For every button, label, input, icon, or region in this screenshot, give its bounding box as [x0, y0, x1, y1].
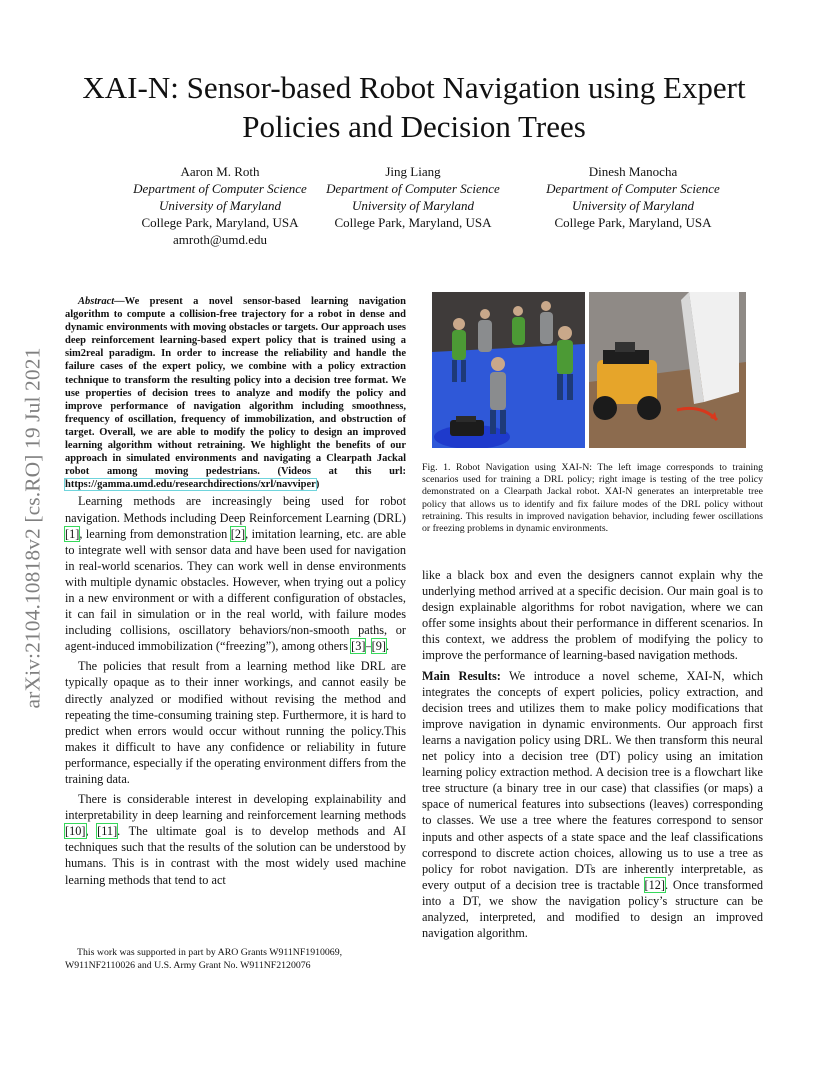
text-run: ,	[85, 824, 98, 839]
author-email: amroth@umd.edu	[173, 232, 267, 247]
text-run: Learning methods are increasingly being used for robot navigation. Methods including Deep Reinforcement Learning (DRL)	[65, 494, 406, 525]
abstract-text: We present a novel sensor-based learning navigation algorithm to compute a collision-free trajectory for a robot in dense and dynamic environments with moving obstacles or targets. Our approach uses deep reinforcement learning-based expert policy that is trained using a sim2real paradigm. In order to increase the reliability and handle the failure cases of the expert policy, we combine with a policy extraction technique to transform the resulting policy into a decision tree format. We use properties of decision trees to analyze and modify the policy and improve performance of navigation algorithm including smoothness, frequency of oscillation, frequency of immobilization, and obstruction of target. Overall, we are able to modify the policy to design an improved learning algorithm without retraining. We highlight the benefits of our approach in simulated environments and navigating a Clearpath Jackal robot among moving pedestrians. (Videos at this url:	[65, 296, 406, 478]
abstract-heading: Abstract	[78, 296, 115, 307]
text-run: We introduce a novel scheme, XAI-N, which integrates the concepts of expert policies, policy extraction, and decision trees and utilizes them to make policy modifications that improve navigation in dynamic environments. Our approach first learns a navigation policy using DRL. We then transform this neural net policy into a decision tree (DT) policy using an imitation learning policy extraction method. A decision tree is a flowchart like tree structure (a binary tree in our case) that classifies (or maps) a space of numerical features into subsections (leaves) corresponding to classes. We use a tree where the features correspond to sensor inputs and other aspects of a state space and the leaf classifications correspond to discrete action choices, allowing us to use a tree as policy for robot navigation. DTs are inherently interpretable, as every output of a decision tree is tractable	[422, 668, 763, 892]
citation-link[interactable]: [11]	[97, 824, 118, 839]
figure-caption: Fig. 1. Robot Navigation using XAI-N: The left image corresponds to training scenarios used for training a DRL policy; right image is testing of the tree policy demonstrated on a Clearpath Jackal robot. XAI-N generates an interpretable tree policy that allows us to identify and fix failure modes of the DRL policy without retraining. This results in improved navigation behavior, including fewer oscillations or freezing problems in dynamic environments.	[422, 462, 763, 535]
text-run: , imitation learning, etc. are able to integrate well with sensor data and have been used for navigation in real-world scenarios. They can work well in dense environments with multiple dynamic obstacles. However, when trying out a policy in a new environment or with a different configuration of obstacles, it can fail in simulation or in the real world, with failure modes including collisions, oscillatory behaviors/non-smooth paths, or agent-induced immobilization (“freezing”), among others	[65, 526, 406, 654]
figure-1	[432, 292, 746, 448]
text-run: –	[365, 639, 372, 654]
author-block-2	[293, 163, 533, 231]
simulation-scene-drawing	[432, 292, 585, 448]
citation-link[interactable]: [10]	[65, 824, 86, 839]
abstract-tail: )	[315, 479, 320, 491]
citation-link[interactable]: [12]	[644, 877, 666, 892]
robot-scene-drawing	[589, 292, 746, 448]
abstract: Abstract—We present a novel sensor-based learning navigation algorithm to compute a collision-free trajectory for a robot in dense and dynamic environments with moving obstacles or targets. Our approach uses deep reinforcement learning-based expert policy that is trained using a sim2real paradigm. In order to increase the reliability and handle the failure cases of the expert policy, we combine with a policy extraction technique to transform the resulting policy into a decision tree format. We use properties of decision trees to analyze and modify the policy and improve performance of navigation algorithm including smoothness, frequency of oscillation, frequency of immobilization, and obstruction of target. Overall, we are able to modify the policy to design an improved learning algorithm without retraining. We highlight the benefits of our approach in simulated environments and navigating a Clearpath Jackal robot among moving pedestrians. (Videos at this url: https://gamma.umd.edu/researchdirections/xrl/navviper)	[65, 296, 406, 491]
text-run: . Once transformed into a DT, we show the navigation policy’s structure can be analyzed, interpreted, and modified to design an improved navigation algorithm.	[422, 877, 763, 941]
citation-link[interactable]: [2]	[230, 526, 246, 541]
author-univ: University of Maryland	[571, 198, 695, 213]
text-run: . The ultimate goal is to develop methods and AI techniques such that the results of the solution can be understood by humans. This is in contrast with the most widely used machine learning methods that tend to act	[65, 824, 406, 887]
arxiv-stamp	[17, 298, 49, 758]
author-univ: University of Maryland	[158, 198, 282, 213]
simulation-image	[432, 292, 585, 448]
author-name: Jing Liang	[385, 164, 441, 179]
author-univ: University of Maryland	[351, 198, 475, 213]
left-column	[65, 295, 406, 892]
paper-title: XAI-N: Sensor-based Robot Navigation using Expert Policies and Decision Trees	[82, 70, 746, 144]
main-results-paragraph	[422, 668, 763, 942]
author-location: College Park, Maryland, USA	[141, 215, 299, 230]
right-column	[422, 567, 763, 945]
citation-link[interactable]: [3]	[351, 639, 366, 654]
author-location: College Park, Maryland, USA	[334, 215, 492, 230]
author-location: College Park, Maryland, USA	[554, 215, 712, 230]
funding-footnote: This work was supported in part by ARO Grants W911NF1910069, W911NF2110026 and U.S. Army Grant No. W911NF2120076	[65, 947, 343, 971]
video-link[interactable]: https://gamma.umd.edu/researchdirections/xrl/navviper	[65, 479, 316, 491]
text-run: , learning from demonstration	[79, 526, 231, 541]
right-paragraph-1: like a black box and even the designers cannot explain why the underlying method arrived at a specific decision. Our main goal is to design explainable algorithms for robot navigation, where we can offer some insights about their performance in different scenarios. In this context, we address the problem of modifying the policy to improve the performance of learning-based navigation methods.	[422, 568, 763, 663]
author-name: Aaron M. Roth	[180, 164, 260, 179]
intro-paragraph-2: The policies that result from a learning method like DRL are typically opaque as to their inner workings, and cannot easily be directly analyzed or modified without revising the method and repeating the time-consuming training step. Furthermore, it is hard to predict when errors would occur without running the policy.This makes it difficult to have any confidence or reliability in future performance, especially if the operating environment differs from the training data.	[65, 659, 406, 786]
intro-paragraph-3	[65, 791, 406, 888]
text-run: .	[385, 639, 390, 654]
author-dept: Department of Computer Science	[133, 181, 307, 196]
arxiv-id: arXiv:2104.10818v2 [cs.RO] 19 Jul 2021	[20, 347, 45, 709]
author-name: Dinesh Manocha	[588, 164, 678, 179]
author-dept: Department of Computer Science	[546, 181, 720, 196]
citation-link[interactable]: [1]	[65, 526, 80, 541]
intro-paragraph-1	[65, 493, 406, 654]
text-run: There is considerable interest in developing explainability and interpretability in deep learning and reinforcement learning methods	[65, 792, 406, 823]
main-results-heading: Main Results:	[422, 668, 501, 683]
citation-link[interactable]: [9]	[371, 639, 386, 654]
author-dept: Department of Computer Science	[326, 181, 500, 196]
author-block-3	[513, 163, 753, 231]
jackal-robot-image	[589, 292, 746, 448]
